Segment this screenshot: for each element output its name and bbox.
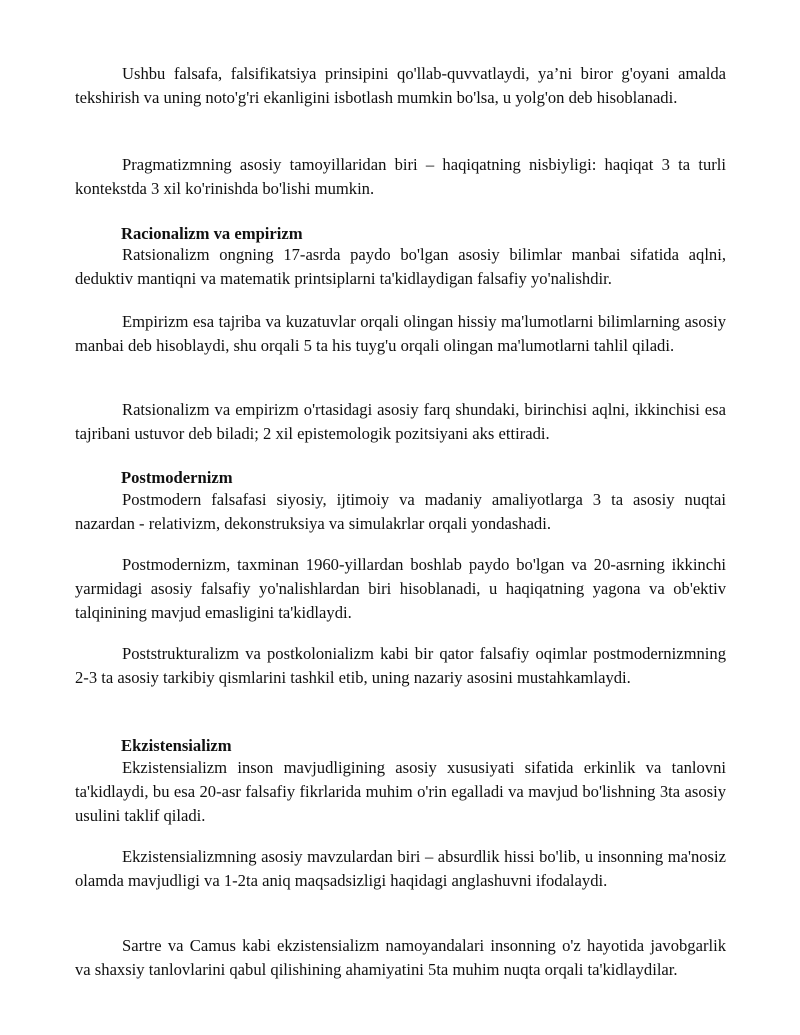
paragraph-pragmatism: Pragmatizmning asosiy tamoyillaridan biri – haqiqatning nisbiyligi: haqiqat 3 ta turli kontekstda 3 xil ko'rinishda bo'lishi mumkin. [75, 155, 726, 198]
paragraph-rationalism-vs-empiricism: Ratsionalizm va empirizm o'rtasidagi asosiy farq shundaki, birinchisi aqlni, ikkinchisi esa tajribani ustuvor deb biladi; 2 xil epistemologik pozitsiyani aks ettiradi. [75, 400, 726, 443]
paragraph-existentialism: Ekzistensializm inson mavjudligining asosiy xususiyati sifatida erkinlik va tanlovni ta'kidlaydi, bu esa 20-asr falsafiy fikrlarida muhim o'rin egalladi va mavjud bo'lishning 3ta asosiy usulini taklif qiladi. [75, 758, 726, 825]
paragraph-sartre-camus: Sartre va Camus kabi ekzistensializm namoyandalari insonning o'z hayotida javobgarlik va shaxsiy tanlovlarini qabul qilishining ahamiyatini 5ta muhim nuqta orqali ta'kidlaydilar. [75, 936, 726, 979]
paragraph-rationalism: Ratsionalizm ongning 17-asrda paydo bo'lgan asosiy bilimlar manbai sifatida aqlni, deduktiv mantiqni va matematik printsiplarni ta'kidlaydigan falsafiy yo'nalishdir. [75, 245, 726, 288]
heading-postmodernism: Postmodernizm [121, 468, 233, 487]
paragraph-empiricism: Empirizm esa tajriba va kuzatuvlar orqali olingan hissiy ma'lumotlarni bilimlarning asosiy manbai deb hisoblaydi, shu orqali 5 ta his tuyg'u orqali olingan ma'lumotlarni tahlil qiladi. [75, 312, 726, 355]
paragraph-postmodern-philosophy: Postmodern falsafasi siyosiy, ijtimoiy va madaniy amaliyotlarga 3 ta asosiy nuqtai nazardan - relativizm, dekonstruksiya va simulakrlar orqali yondashadi. [75, 490, 726, 533]
paragraph-poststructuralism: Poststrukturalizm va postkolonializm kabi bir qator falsafiy oqimlar postmodernizmning 2-3 ta asosiy tarkibiy qismlarini tashkil etib, uning nazariy asosini mustahkamlaydi. [75, 644, 726, 687]
paragraph-absurdity: Ekzistensializmning asosiy mavzulardan biri – absurdlik hissi bo'lib, u insonning ma'nosiz olamda mavjudligi va 1-2ta aniq maqsadsizligi haqidagi anglashuvni ifodalaydi. [75, 847, 726, 890]
paragraph-postmodernism-history: Postmodernizm, taxminan 1960-yillardan boshlab paydo bo'lgan va 20-asrning ikkinchi yarmidagi asosiy falsafiy yo'nalishlardan biri hisoblanadi, u haqiqatning yagona va ob'ektiv talqinining mavjud emasligini ta'kidlaydi. [75, 555, 726, 622]
heading-rationalism-empiricism: Racionalizm va empirizm [121, 224, 303, 243]
heading-existentialism: Ekzistensializm [121, 736, 232, 755]
paragraph-falsification: Ushbu falsafa, falsifikatsiya prinsipini qo'llab-quvvatlaydi, ya’ni biror g'oyani amalda tekshirish va uning noto'g'ri ekanligini isbotlash mumkin bo'lsa, u yolg'on deb hisoblanadi. [75, 64, 726, 107]
